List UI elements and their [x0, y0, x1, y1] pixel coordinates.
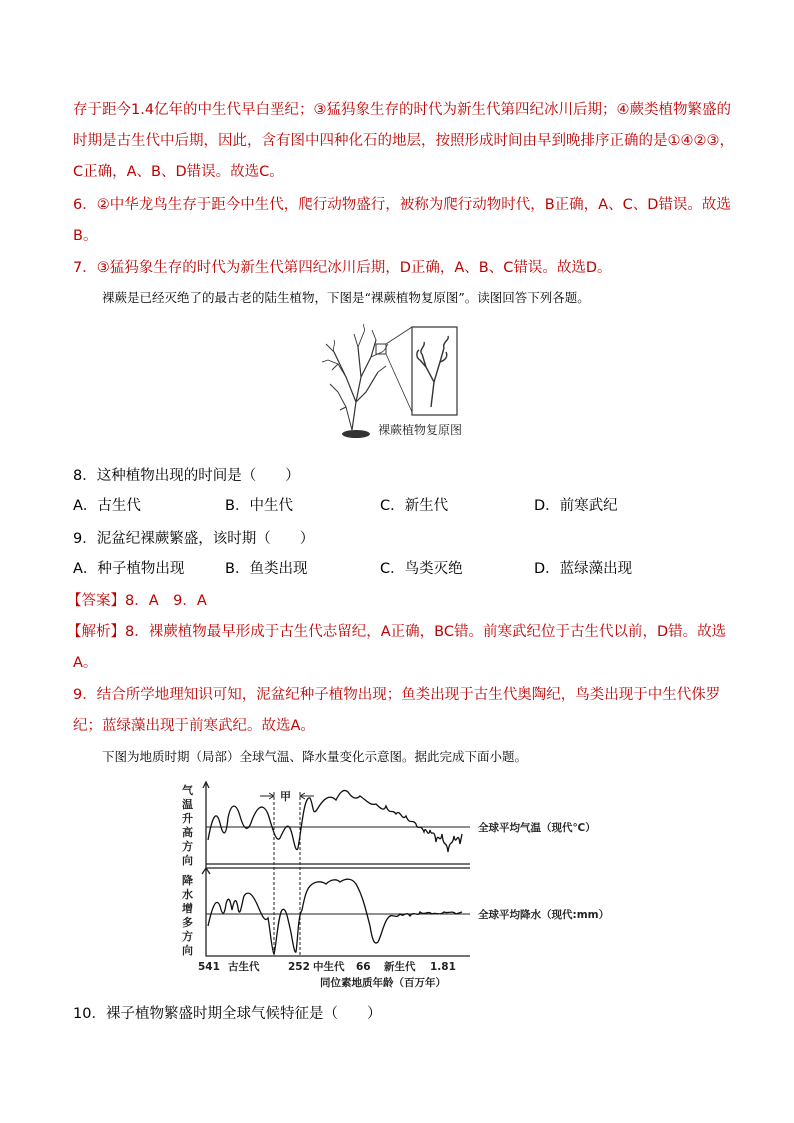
answer-line: [67, 591, 207, 611]
precip-axis-char: 方: [182, 930, 193, 943]
explanation-line: 时期是古生代中后期，因此，含有图中四种化石的地层，按照形成时间由早到晚排序正确的是①④②③，: [73, 133, 734, 149]
analysis-line: 9．结合所学地理知识可知，泥盆纪种子植物出现；鱼类出现于古生代奥陶纪，鸟类出现于中生代侏罗: [73, 687, 721, 703]
analysis-line: A。: [73, 655, 98, 671]
temp-axis-char: 向: [182, 854, 193, 867]
answer-tag: 【答案】: [67, 593, 125, 609]
explanation-q6-line: B。: [73, 228, 98, 244]
analysis-line: 纪；蓝绿藻出现于前寒武纪。故选A。: [73, 718, 315, 734]
question-10-stem: 10．裸子植物繁盛时期全球气候特征是（ ）: [73, 1006, 382, 1022]
interval-jia-label: 甲: [280, 790, 291, 803]
temp-reference-label: 全球平均气温（现代℃）: [478, 822, 596, 834]
era-label: 古生代: [228, 961, 260, 973]
answer-text: 8．A 9．A: [125, 593, 207, 609]
question-9-stem: 9．泥盆纪裸蕨繁盛，该时期（ ）: [73, 531, 315, 547]
temp-axis-char: 气: [182, 784, 193, 797]
climate-change-figure: [180, 778, 620, 993]
tick-label: 66: [356, 961, 371, 973]
explanation-q7-line: 7．③猛犸象生存的时代为新生代第四纪冰川后期，D正确，A、B、C错误。故选D。: [73, 260, 612, 276]
era-label: 中生代: [313, 961, 345, 973]
precip-axis-char: 多: [182, 916, 193, 929]
explanation-line: 存于距今1.4亿年的中生代早白垩纪；③猛犸象生存的时代为新生代第四纪冰川后期；④蕨类植物繁盛的: [73, 102, 732, 118]
plant-reconstruction-figure: [316, 322, 476, 447]
explanation-line: C正确，A、B、D错误。故选C。: [73, 164, 284, 180]
q8-option-b[interactable]: B．中生代: [225, 498, 293, 514]
q9-option-c[interactable]: C．鸟类灭绝: [380, 561, 463, 577]
precip-reference-label: 全球平均降水（现代:mm）: [478, 909, 610, 921]
figure1-label: 裸蕨植物复原图: [378, 423, 463, 437]
temp-axis-char: 高: [182, 826, 193, 839]
tick-label: 1.81: [430, 961, 456, 973]
precip-axis-char: 降: [182, 874, 193, 887]
q8-option-a[interactable]: A．古生代: [73, 498, 141, 514]
q9-option-d[interactable]: D．蓝绿藻出现: [534, 561, 633, 577]
analysis-tag: 【解析】: [67, 624, 125, 640]
q8-option-d[interactable]: D．前寒武纪: [534, 498, 618, 514]
q9-option-a[interactable]: A．种子植物出现: [73, 561, 185, 577]
question-8-stem: 8．这种植物出现的时间是（ ）: [73, 468, 300, 484]
precip-axis-char: 水: [182, 888, 193, 901]
temp-axis-char: 方: [182, 840, 193, 853]
q9-option-b[interactable]: B．鱼类出现: [225, 561, 308, 577]
x-axis-label: 同位素地质年龄（百万年）: [320, 977, 446, 989]
q8-option-c[interactable]: C．新生代: [380, 498, 449, 514]
analysis-line: [67, 622, 726, 642]
tick-label: 252: [288, 961, 310, 973]
precip-axis-char: 增: [182, 902, 193, 915]
intro-text-1: 裸蕨是已经灭绝了的最古老的陆生植物，下图是“裸蕨植物复原图”。读图回答下列各题。: [102, 290, 590, 305]
era-label: 新生代: [384, 961, 416, 973]
precip-axis-char: 向: [182, 944, 193, 957]
temp-axis-char: 温: [182, 798, 193, 811]
tick-label: 541: [198, 961, 220, 973]
intro-text-2: 下图为地质时期（局部）全球气温、降水量变化示意图。据此完成下面小题。: [102, 749, 528, 764]
analysis-text: 8．裸蕨植物最早形成于古生代志留纪，A正确，BC错。前寒武纪位于古生代以前，D错。故选: [125, 624, 727, 640]
temp-axis-char: 升: [182, 812, 193, 825]
explanation-q6-line: 6．②中华龙鸟生存于距今中生代，爬行动物盛行，被称为爬行动物时代，B正确，A、C、D错误。故选: [73, 197, 731, 213]
